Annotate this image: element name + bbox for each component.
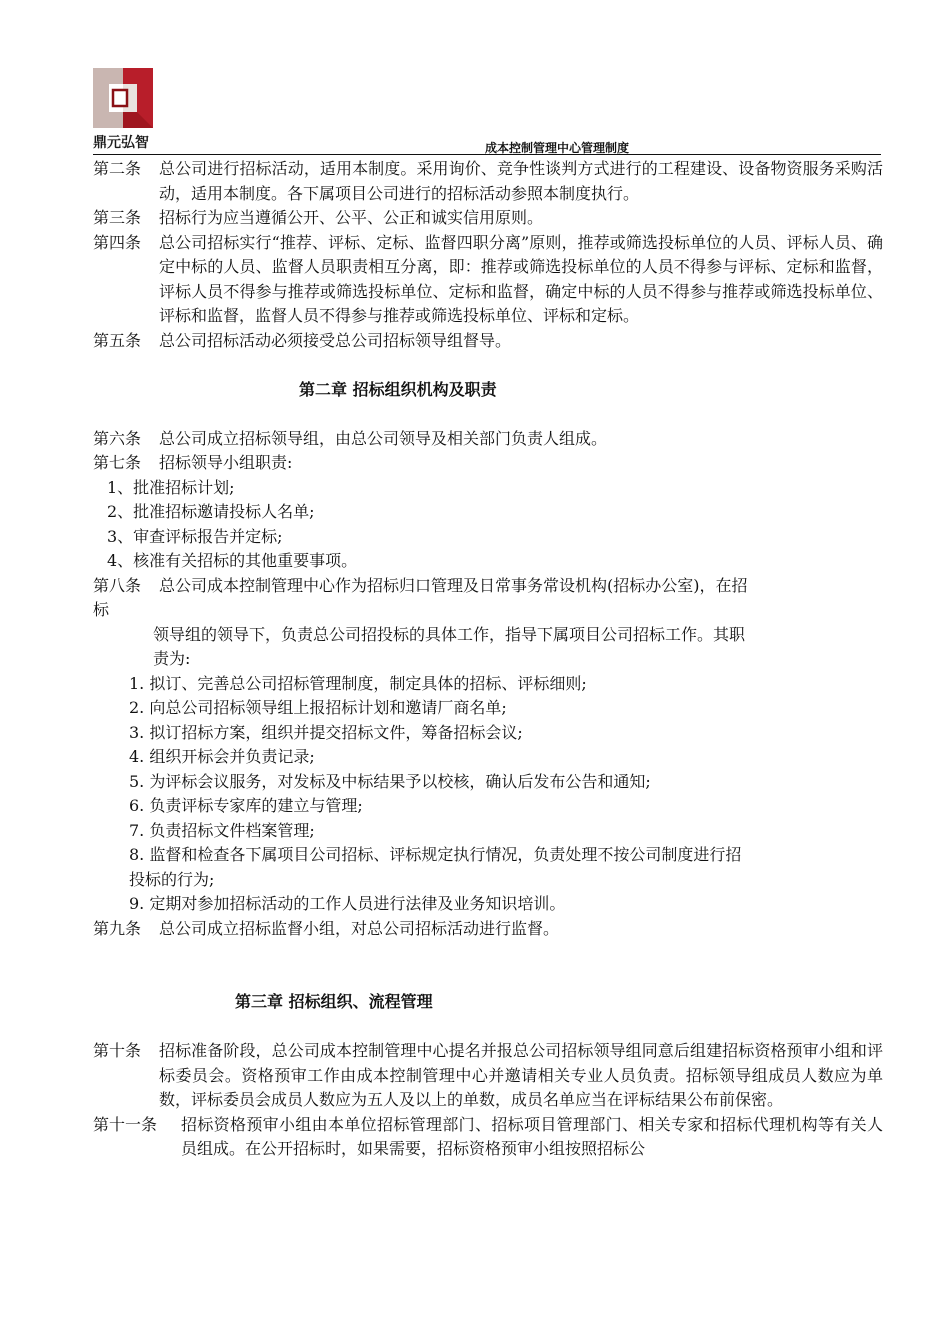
list-item: 2、批准招标邀请投标人名单;	[107, 502, 315, 521]
list-item: 4、核准有关招标的其他重要事项。	[107, 551, 358, 570]
article-text-continued: 责为:	[153, 649, 191, 668]
blank-line	[93, 1015, 883, 1040]
list-item: 4. 组织开标会并负责记录;	[129, 747, 315, 766]
article-text-continued: 领导组的领导下，负责总公司招投标的具体工作，指导下属项目公司招标工作。其职	[153, 624, 746, 644]
list-item: 3. 拟订招标方案，组织并提交招标文件，筹备招标会议;	[129, 722, 523, 742]
article-number: 第九条	[93, 918, 142, 938]
list-item: 1、批准招标计划;	[107, 477, 235, 497]
document-title: 成本控制管理中心管理制度	[485, 141, 630, 155]
list-item: 7. 负责招标文件档案管理;	[129, 820, 315, 840]
article-number: 第三条	[93, 208, 142, 227]
article-number: 第七条	[93, 453, 142, 472]
article-11	[93, 1113, 883, 1162]
article-number: 第四条	[93, 232, 142, 252]
article-text: 招标行为应当遵循公开、公平、公正和诚实信用原则。	[159, 208, 544, 227]
article-number: 第十条	[93, 1041, 142, 1060]
article-text: 招标资格预审小组由本单位招标管理部门、招标项目管理部门、相关专家和招标代理机构等有关人员组成。在公开招标时，如果需要，招标资格预审小组按照招标公	[181, 1114, 883, 1158]
list-item: 3、审查评标报告并定标;	[107, 526, 283, 546]
list-item: 1. 拟订、完善总公司招标管理制度，制定具体的招标、评标细则;	[129, 673, 587, 693]
company-logo-icon	[93, 68, 153, 128]
article-text: 招标准备阶段，总公司成本控制管理中心提名并报总公司招标领导组同意后组建招标资格预审小组和评标委员会。资格预审工作由成本控制管理中心并邀请相关专业人员负责。招标领导组成员人数应为单数，评标委员会成员人数应为五人及以上的单数，成员名单应当在评标结果公布前保密。	[159, 1041, 883, 1109]
header-divider	[93, 154, 881, 155]
article-text: 总公司成立招标领导组，由总公司领导及相关部门负责人组成。	[159, 428, 608, 448]
chapter-3-title: 第三章 招标组织、流程管理	[235, 992, 433, 1011]
list-item: 6. 负责评标专家库的建立与管理;	[129, 796, 363, 815]
article-number: 第十一条	[93, 1114, 158, 1134]
page-header	[93, 66, 881, 154]
article-number: 第八条	[93, 575, 142, 595]
list-item: 9. 定期对参加招标活动的工作人员进行法律及业务知识培训。	[129, 894, 566, 913]
article-number: 第二条	[93, 159, 142, 178]
article-7	[93, 451, 883, 476]
article-text-wrap: 标	[93, 600, 110, 619]
list-item: 8. 监督和检查各下属项目公司招标、评标规定执行情况，负责处理不按公司制度进行招	[129, 845, 742, 864]
list-item: 5. 为评标会议服务，对发标及中标结果予以校核，确认后发布公告和通知;	[129, 771, 651, 791]
article-2	[93, 157, 883, 206]
article-number: 第五条	[93, 330, 142, 350]
blank-line	[93, 966, 883, 991]
article-6	[93, 427, 883, 452]
article-8	[93, 574, 883, 599]
article-text: 招标领导小组职责:	[159, 453, 293, 472]
article-3	[93, 206, 883, 231]
article-text: 总公司进行招标活动，适用本制度。采用询价、竞争性谈判方式进行的工程建设、设备物资服务采购活动，适用本制度。各下属项目公司进行的招标活动参照本制度执行。	[159, 159, 883, 203]
article-number: 第六条	[93, 428, 142, 448]
article-4	[93, 231, 883, 329]
blank-line	[93, 941, 883, 966]
chapter-2-title: 第二章 招标组织机构及职责	[299, 379, 497, 399]
blank-line	[93, 402, 883, 427]
article-9	[93, 917, 883, 942]
article-10	[93, 1039, 883, 1113]
article-5	[93, 329, 883, 354]
article-text: 总公司成本控制管理中心作为招标归口管理及日常事务常设机构(招标办公室)，在招	[159, 575, 748, 595]
logo-text: 鼎元弘智	[93, 135, 149, 151]
document-body	[93, 157, 883, 1162]
article-text: 总公司招标活动必须接受总公司招标领导组督导。	[159, 330, 512, 350]
article-text: 总公司招标实行“推荐、评标、定标、监督四职分离”原则，推荐或筛选投标单位的人员、评标人员、确定中标的人员、监督人员职责相互分离，即：推荐或筛选投标单位的人员不得参与评标、定标和监督，评标人员不得参与推荐或筛选投标单位、定标和监督，确定中标的人员不得参与推荐或筛选投标单位、评标和监督，监督人员不得参与推荐或筛选投标单位、评标和定标。	[159, 232, 883, 325]
article-text: 总公司成立招标监督小组，对总公司招标活动进行监督。	[159, 918, 560, 938]
list-item: 2. 向总公司招标领导组上报招标计划和邀请厂商名单;	[129, 698, 507, 717]
blank-line	[93, 353, 883, 378]
list-item-continued: 投标的行为;	[129, 869, 215, 889]
